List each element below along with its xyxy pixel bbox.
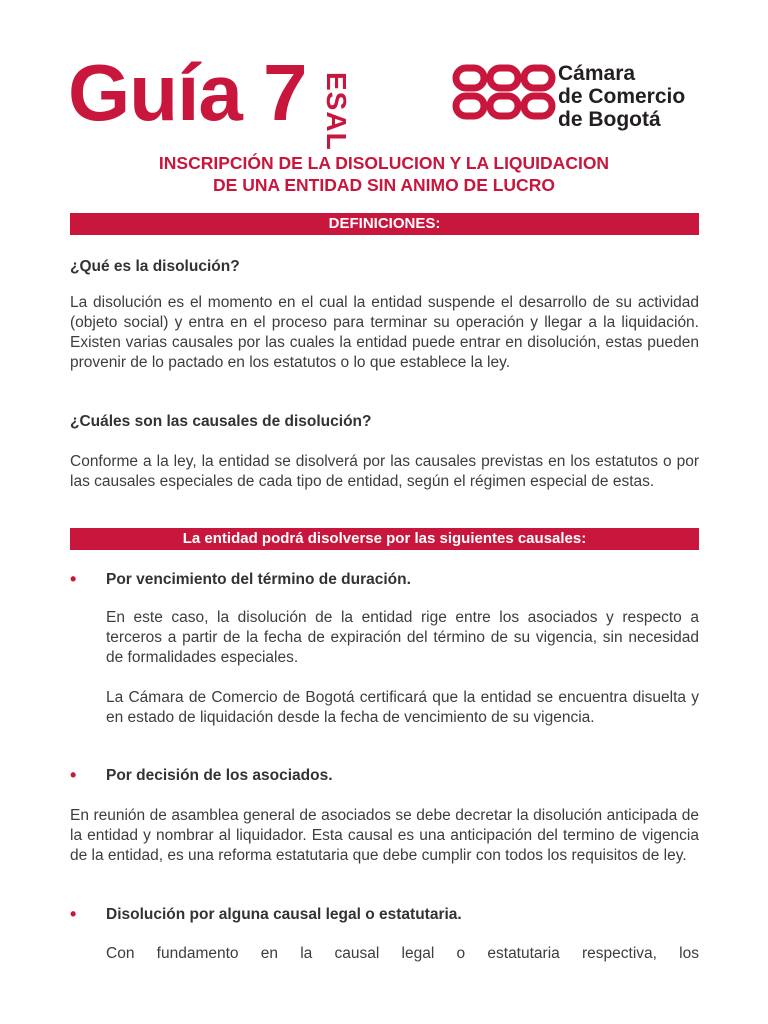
- question-dissolution-causes: ¿Cuáles son las causales de disolución?: [70, 413, 372, 430]
- bullet-marker: •: [70, 569, 77, 589]
- bullet-marker: •: [70, 765, 77, 785]
- org-name-line: Cámara: [558, 62, 636, 85]
- answer-what-is-dissolution: La disolución es el momento en el cual la entidad suspende el desarrollo de su actividad (objeto social) y entra en el proceso para terminar su operación y llegar a la liquidación. Existen varias causales por las cuales la entidad puede entrar en disolución, estas pueden provenir de lo pactado en los estatutos o lo que establece la ley.: [70, 294, 699, 371]
- cause-title-expiration: Por vencimiento del término de duración.: [106, 571, 411, 588]
- cause-paragraph: En este caso, la disolución de la entidad rige entre los asociados y respecto a terceros a partir de la fecha de expiración del término de su vigencia, sin necesidad de formalidades especiales.: [106, 609, 699, 666]
- guide-tag: ESAL: [321, 72, 352, 151]
- document-title-line: INSCRIPCIÓN DE LA DISOLUCION Y LA LIQUIDACION: [158, 153, 610, 173]
- document-title: [60, 152, 708, 196]
- document-header: [0, 0, 768, 151]
- document-title-line: DE UNA ENTIDAD SIN ANIMO DE LUCRO: [213, 175, 555, 195]
- definitions-banner: DEFINICIONES:: [70, 213, 699, 235]
- cause-title-members-decision: Por decisión de los asociados.: [106, 767, 333, 784]
- bullet-marker: •: [70, 904, 77, 924]
- answer-dissolution-causes: Conforme a la ley, la entidad se disolverá por las causales previstas en los estatutos o por las causales especiales de cada tipo de entidad, según el régimen especial de estas.: [70, 453, 699, 490]
- cause-title-legal-statutory: Disolución por alguna causal legal o estatutaria.: [106, 906, 462, 923]
- question-what-is-dissolution: ¿Qué es la disolución?: [70, 258, 240, 275]
- guide-title: Guía 7: [68, 48, 307, 137]
- causes-banner: La entidad podrá disolverse por las siguientes causales:: [70, 528, 699, 550]
- cause-paragraph: Con fundamento en la causal legal o estatutaria respectiva, los: [106, 945, 699, 962]
- cause-paragraph: La Cámara de Comercio de Bogotá certificará que la entidad se encuentra disuelta y en estado de liquidación desde la fecha de vencimiento de su vigencia.: [106, 689, 699, 726]
- org-name-line: de Bogotá: [558, 108, 661, 131]
- org-name-line: de Comercio: [558, 85, 686, 108]
- org-name: [558, 62, 685, 131]
- cause-paragraph: En reunión de asamblea general de asociados se debe decretar la disolución anticipada de la entidad y nombrar al liquidador. Esta causal es una anticipación del termino de vigencia de la entidad, es una reforma estatutaria que debe cumplir con todos los requisitos de ley.: [70, 807, 699, 864]
- ccb-logo-icon: [452, 64, 556, 120]
